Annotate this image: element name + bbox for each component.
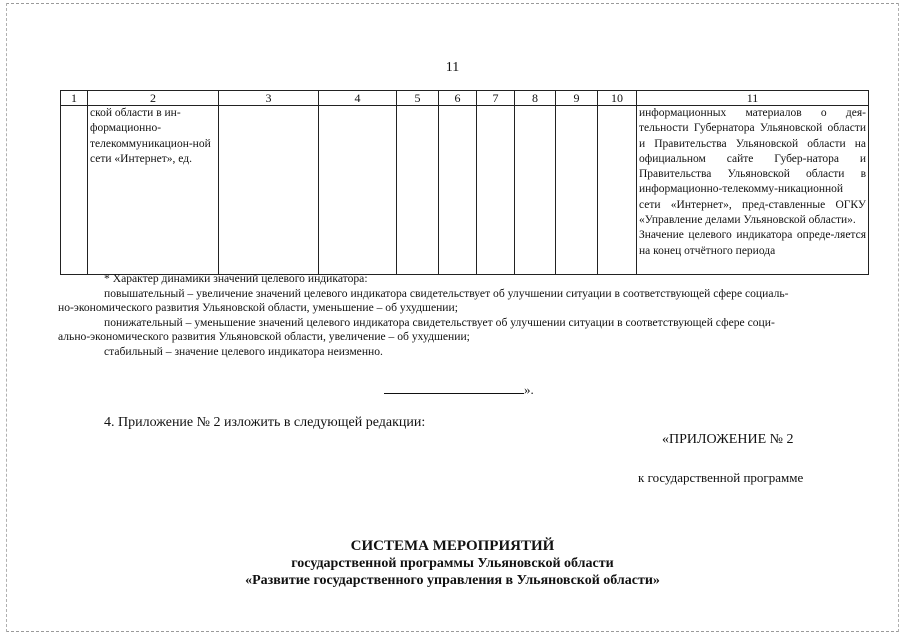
methodology-note: Значение целевого индикатора опреде-ляется на конец отчётного периода: [639, 229, 866, 257]
table-cell-methodology: [637, 106, 869, 275]
indicator-table: [60, 90, 869, 275]
page-number: 11: [445, 60, 460, 75]
table-cell-indicator-name: ской области в ин-формационно-телекоммуникацион-ной сети «Интернет», ед.: [88, 106, 219, 275]
header-cell: 3: [219, 91, 319, 106]
header-cell: 6: [439, 91, 477, 106]
footnotes: [58, 272, 878, 360]
table-cell-4: [319, 106, 397, 275]
footnote-decreasing: понижательный – уменьшение значений целевого индикатора свидетельствует об улучшении ситуации в соответствующей сфере соци-: [104, 315, 775, 329]
table-cell-3: [219, 106, 319, 275]
title-line-2: государственной программы Ульяновской области: [291, 556, 614, 571]
header-cell: 5: [397, 91, 439, 106]
methodology-text: информационных материалов о дея-тельности Губернатора Ульяновской области и Правительства Ульяновской области на официальном сайте Губер-натора и Правительства Ульяновской области в информационно-телекомму-никационной сети «Интернет», пред-ставленные ОГКУ «Управление делами Ульяновской области».: [639, 107, 866, 227]
table-row: [61, 106, 869, 275]
amendment-paragraph: 4. Приложение № 2 изложить в следующей редакции:: [104, 415, 426, 430]
document-title: [0, 537, 905, 589]
header-cell: 1: [61, 91, 88, 106]
table-cell-7: [477, 106, 515, 275]
table-cell-1: [61, 106, 88, 275]
table-cell-9: [556, 106, 598, 275]
header-cell: 7: [477, 91, 515, 106]
header-cell: 4: [319, 91, 397, 106]
table-cell-6: [439, 106, 477, 275]
footnote-increasing-cont: но-экономического развития Ульяновской области, уменьшение – об ухудшении;: [58, 301, 458, 315]
separator-line: [384, 382, 534, 398]
page-edge-top: [6, 3, 899, 4]
appendix-subtitle: к государственной программе: [638, 470, 804, 485]
page-edge-bottom: [6, 631, 899, 632]
footnote-decreasing-cont: ально-экономического развития Ульяновской области, увеличение – об ухудшении;: [58, 330, 470, 344]
header-cell: 11: [637, 91, 869, 106]
title-line-1: СИСТЕМА МЕРОПРИЯТИЙ: [350, 538, 555, 554]
header-cell: 9: [556, 91, 598, 106]
table-cell-5: [397, 106, 439, 275]
footnote-heading: * Характер динамики значений целевого индикатора:: [104, 272, 368, 285]
footnote-stable: стабильный – значение целевого индикатора неизменно.: [104, 344, 383, 358]
footnote-increasing: повышательный – увеличение значений целевого индикатора свидетельствует об улучшении ситуации в соответствующей сфере социаль-: [104, 286, 789, 300]
table-cell-10: [598, 106, 637, 275]
table-header-row: [61, 91, 869, 106]
table-cell-8: [515, 106, 556, 275]
separator-end: ».: [524, 382, 534, 397]
header-cell: 8: [515, 91, 556, 106]
header-cell: 2: [88, 91, 219, 106]
title-line-3: «Развитие государственного управления в Ульяновской области»: [245, 573, 660, 588]
separator-blank: [384, 383, 524, 394]
header-cell: 10: [598, 91, 637, 106]
appendix-label: «ПРИЛОЖЕНИЕ № 2: [662, 432, 794, 447]
